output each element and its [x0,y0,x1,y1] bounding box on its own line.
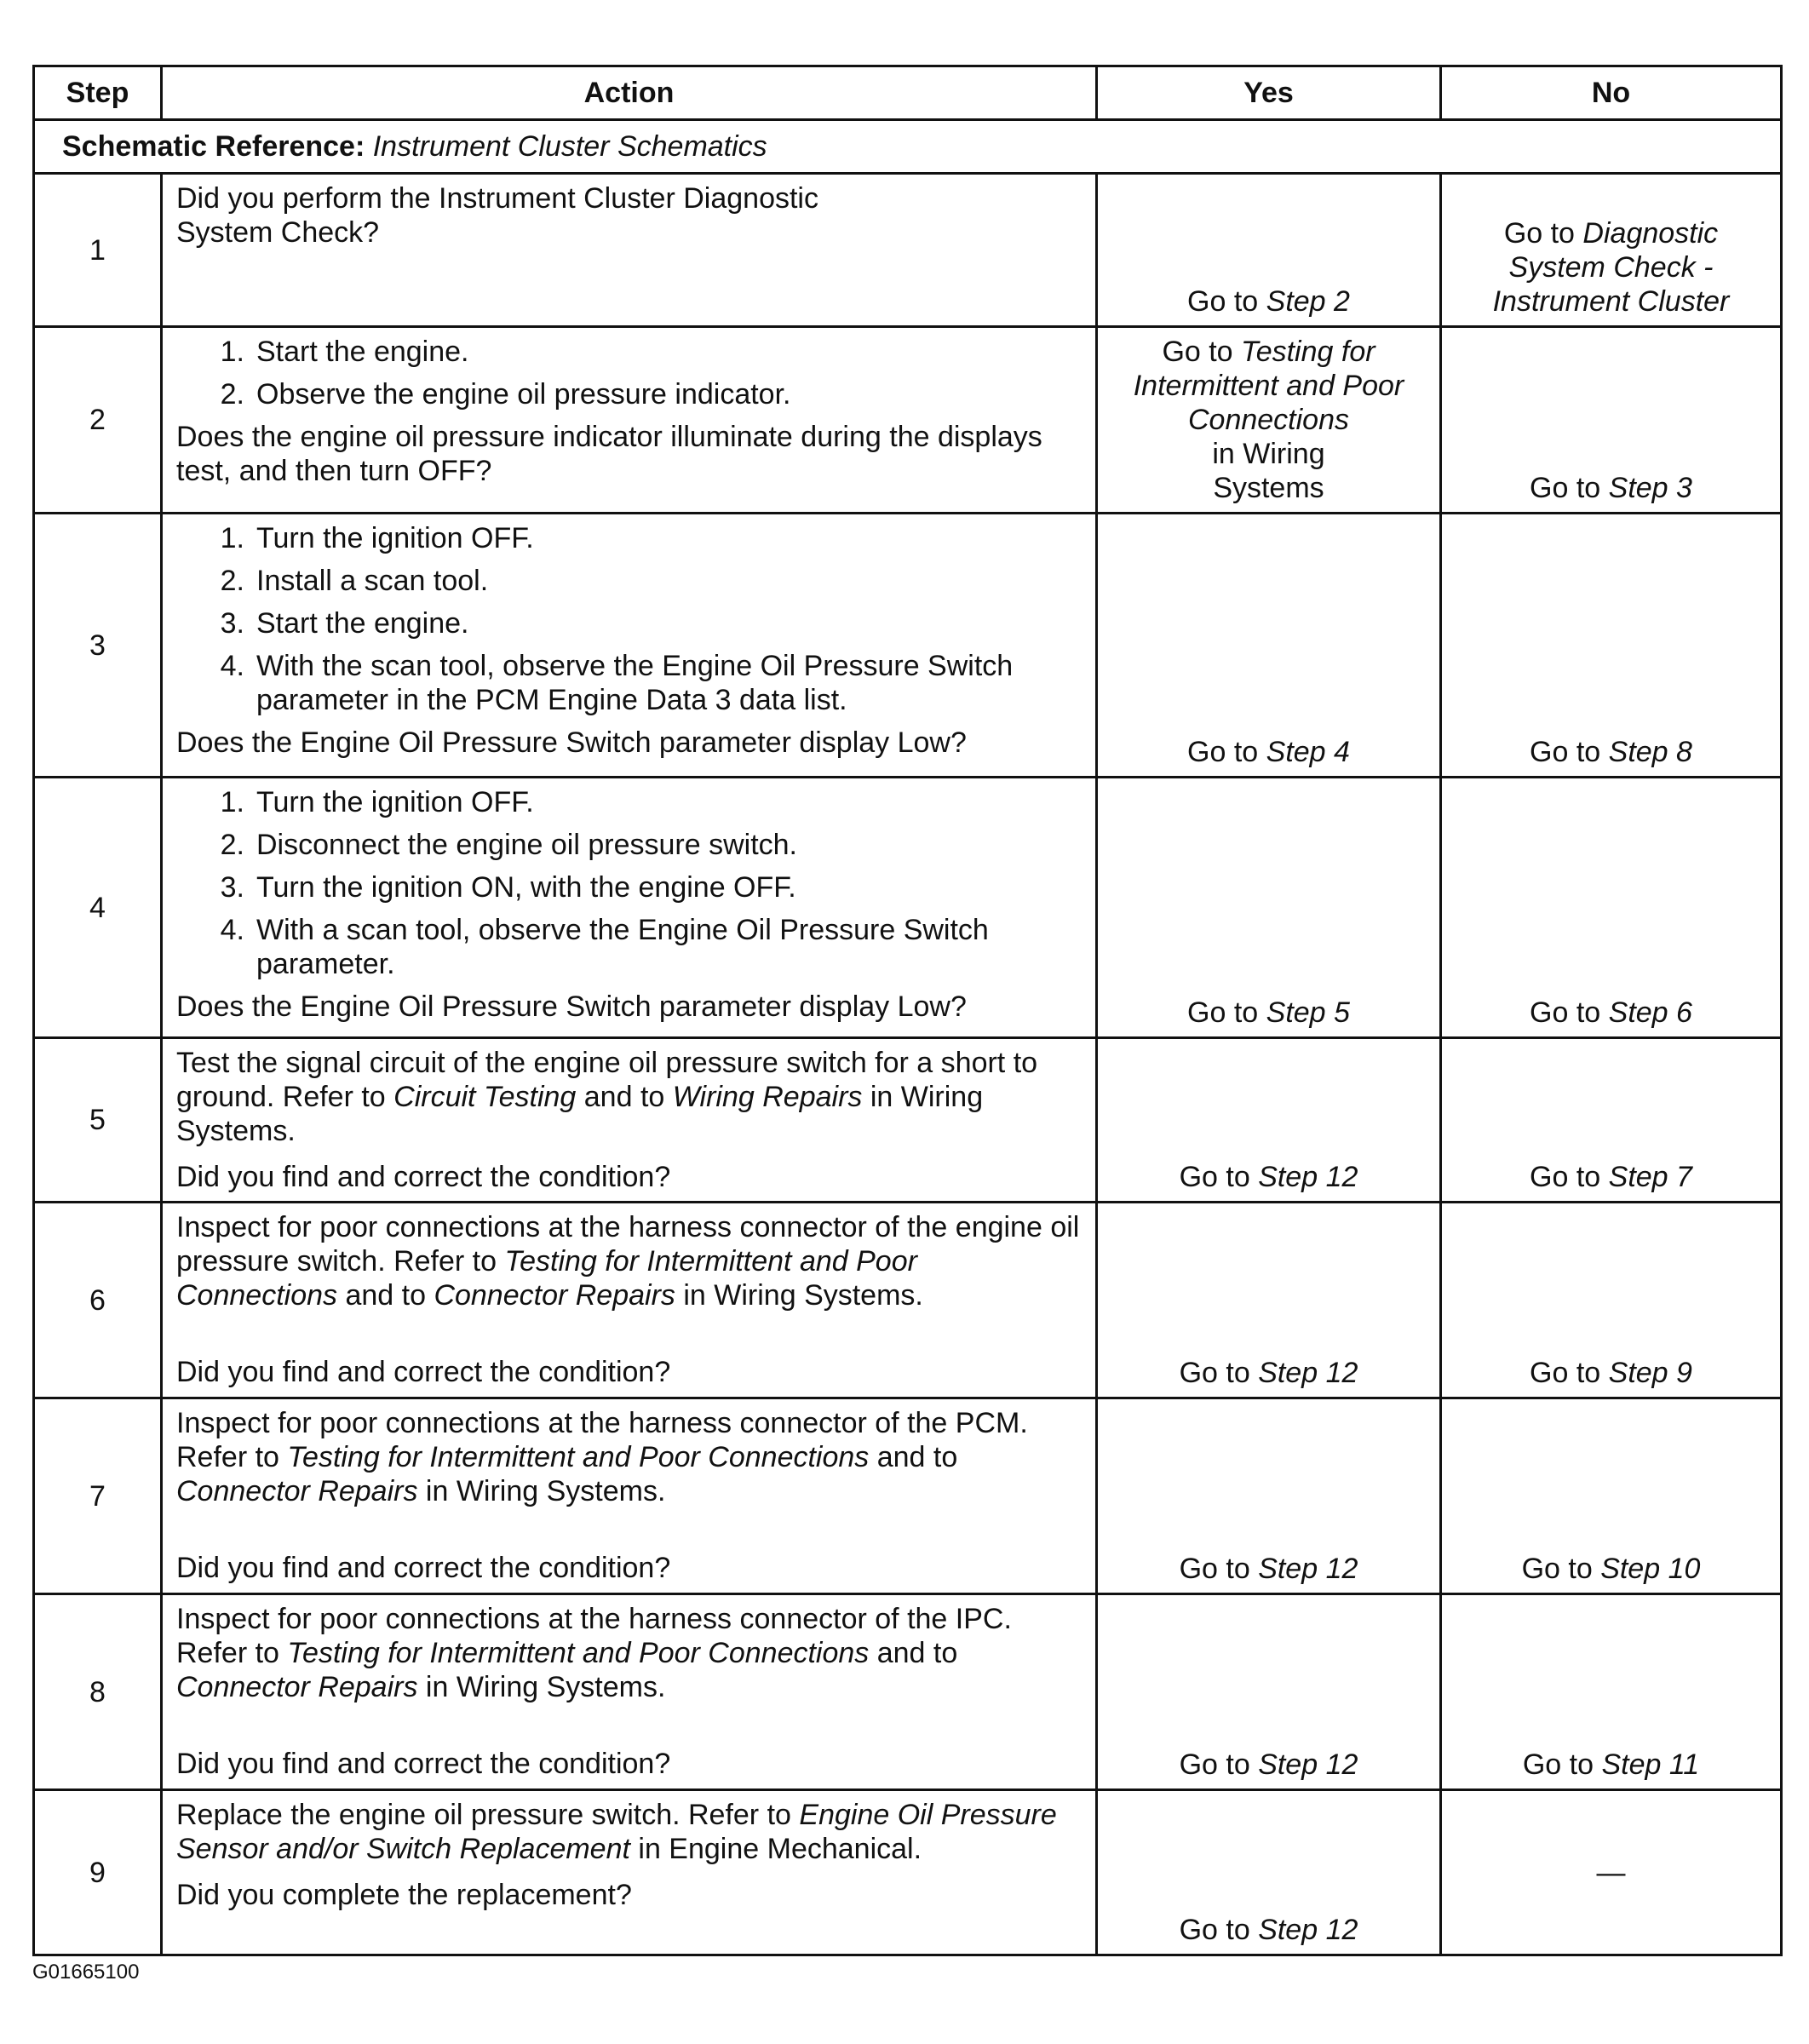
list-item: 1. Start the engine. [220,336,469,368]
diagnostic-table [32,65,1783,1956]
figure-code: G01665100 [32,1961,140,1984]
no-cell [1441,1790,1782,1955]
instruction-text: Inspect for poor connections at the harness connector of the IPC. Refer to Testing for Intermittent and Poor Connections and to Connector Repairs in Wiring Systems. [176,1603,1012,1703]
step-link[interactable]: Step 12 [1258,1553,1358,1585]
step-link[interactable]: Step 10 [1600,1553,1701,1585]
list-item: 3. Start the engine. [220,607,469,640]
header-no: No [1441,66,1782,120]
no-cell: Go to Step 9 [1441,1203,1782,1398]
instruction-text: Inspect for poor connections at the harness connector of the engine oil pressure switch. Refer to Testing for Intermittent and Poor Connections and to Connector Repairs in Wiring Systems. [176,1211,1080,1312]
step-number: 8 [34,1594,162,1790]
question: System Check? [176,216,380,249]
no-cell: Go to Step 7 [1441,1038,1782,1203]
reference-link[interactable]: Testing for Intermittent and Poor Connections [287,1441,870,1473]
question: Does the engine oil pressure indicator illuminate during the displays test, and then turn OFF? [176,421,1042,487]
table-row [34,514,1782,778]
reference-link[interactable]: Connector Repairs [434,1279,675,1312]
no-cell: Go to Step 11 [1441,1594,1782,1790]
yes-cell: Go to Step 12 [1097,1594,1441,1790]
step-link[interactable]: Step 4 [1266,736,1350,768]
step-number: 3 [34,514,162,778]
reference-link[interactable]: Connector Repairs [176,1475,418,1507]
question: Did you find and correct the condition? [176,1552,671,1584]
schematic-row [34,120,1782,174]
question: Does the Engine Oil Pressure Switch parameter display Low? [176,726,967,759]
reference-link[interactable]: Intermittent and Poor [1133,370,1404,402]
action-cell [162,1038,1097,1203]
table-row [34,778,1782,1038]
instruction-text: Replace the engine oil pressure switch. Refer to Engine Oil Pressure Sensor and/or Switch Replacement in Engine Mechanical. [176,1799,1057,1865]
action-cell [162,174,1097,327]
reference-link[interactable]: Wiring Repairs [672,1081,863,1113]
yes-cell: Go to Testing for Intermittent and Poor Connections in Wiring Systems [1097,327,1441,514]
table-row [34,1398,1782,1594]
reference-link[interactable]: Testing for Intermittent and Poor Connections [287,1637,870,1669]
reference-link[interactable]: Circuit Testing [393,1081,577,1113]
action-cell [162,1790,1097,1955]
step-number: 2 [34,327,162,514]
question: Did you find and correct the condition? [176,1748,671,1780]
yes-cell: Go to Step 12 [1097,1398,1441,1594]
instruction-list [176,335,1083,411]
action-cell [162,778,1097,1038]
step-number: 1 [34,174,162,327]
list-item: 1. Turn the ignition OFF. [220,786,534,818]
table-row [34,1203,1782,1398]
no-cell: Go to Step 6 [1441,778,1782,1038]
list-item: 2. Disconnect the engine oil pressure switch. [220,829,797,861]
instruction-text: Test the signal circuit of the engine oil pressure switch for a short to ground. Refer to Circuit Testing and to Wiring Repairs in Wiring Systems. [176,1047,1038,1147]
list-item: 4. With the scan tool, observe the Engine Oil Pressure Switch parameter in the PCM Engine Data 3 data list. [220,650,1014,716]
table-row [34,1790,1782,1955]
list-item: 2. Install a scan tool. [220,565,489,597]
reference-link[interactable]: Testing for [1241,336,1375,368]
list-item: 1. Turn the ignition OFF. [220,522,534,554]
step-number: 7 [34,1398,162,1594]
no-cell: Go to Diagnostic System Check - Instrument Cluster [1441,174,1782,327]
step-number: 5 [34,1038,162,1203]
no-cell: Go to Step 10 [1441,1398,1782,1594]
reference-link[interactable]: Instrument Cluster [1492,285,1730,318]
list-item: 3. Turn the ignition ON, with the engine OFF. [220,871,796,904]
step-link[interactable]: Step 12 [1258,1357,1358,1389]
question: Did you perform the Instrument Cluster Diagnostic [176,182,818,215]
reference-link[interactable]: System Check - [1508,251,1714,284]
step-number: 9 [34,1790,162,1955]
reference-link[interactable]: Engine Oil Pressure Sensor and/or Switch Replacement [176,1799,1057,1865]
schematic-link[interactable]: Instrument Cluster Schematics [372,130,767,163]
question: Does the Engine Oil Pressure Switch parameter display Low? [176,990,967,1023]
table-row [34,174,1782,327]
instruction-text: Inspect for poor connections at the harness connector of the PCM. Refer to Testing for Intermittent and Poor Connections and to Connector Repairs in Wiring Systems. [176,1407,1028,1507]
not-applicable-dash: — [1596,1856,1626,1889]
yes-cell: Go to Step 12 [1097,1203,1441,1398]
yes-cell: Go to Step 12 [1097,1038,1441,1203]
header-row [34,66,1782,120]
step-link[interactable]: Step 5 [1266,996,1350,1029]
step-link[interactable]: Step 7 [1608,1161,1692,1193]
step-number: 6 [34,1203,162,1398]
instruction-list [176,785,1083,981]
step-link[interactable]: Step 9 [1608,1357,1692,1389]
action-cell [162,1203,1097,1398]
action-cell [162,1398,1097,1594]
no-cell: Go to Step 8 [1441,514,1782,778]
reference-link[interactable]: Connections [1187,404,1349,436]
step-link[interactable]: Step 12 [1258,1161,1358,1193]
reference-link[interactable]: Testing for Intermittent and Poor Connections [176,1245,917,1312]
reference-link[interactable]: Connector Repairs [176,1671,418,1703]
step-link[interactable]: Step 11 [1601,1748,1700,1781]
step-link[interactable]: Step 6 [1608,996,1692,1029]
action-cell [162,327,1097,514]
step-link[interactable]: Step 2 [1266,285,1350,318]
header-action: Action [162,66,1097,120]
no-cell: Go to Step 3 [1441,327,1782,514]
reference-link[interactable]: Diagnostic [1582,217,1719,250]
list-item: 4. With a scan tool, observe the Engine Oil Pressure Switch parameter. [220,914,989,980]
yes-cell: Go to Step 12 [1097,1790,1441,1955]
action-cell [162,1594,1097,1790]
step-link[interactable]: Step 8 [1608,736,1692,768]
step-number: 4 [34,778,162,1038]
action-cell [162,514,1097,778]
schematic-label: Schematic Reference: [62,130,365,163]
yes-cell: Go to Step 5 [1097,778,1441,1038]
list-item: 2. Observe the engine oil pressure indicator. [220,378,791,411]
question: Did you complete the replacement? [176,1879,632,1911]
yes-cell: Go to Step 2 [1097,174,1441,327]
yes-cell: Go to Step 4 [1097,514,1441,778]
question: Did you find and correct the condition? [176,1161,671,1193]
step-link[interactable]: Step 12 [1258,1914,1358,1946]
table-row [34,1594,1782,1790]
header-yes: Yes [1097,66,1441,120]
header-step: Step [34,66,162,120]
step-link[interactable]: Step 12 [1258,1748,1358,1781]
question: Did you find and correct the condition? [176,1356,671,1388]
instruction-list [176,521,1083,717]
table-row [34,327,1782,514]
table-row [34,1038,1782,1203]
step-link[interactable]: Step 3 [1608,472,1692,504]
schematic-reference [34,120,1782,174]
